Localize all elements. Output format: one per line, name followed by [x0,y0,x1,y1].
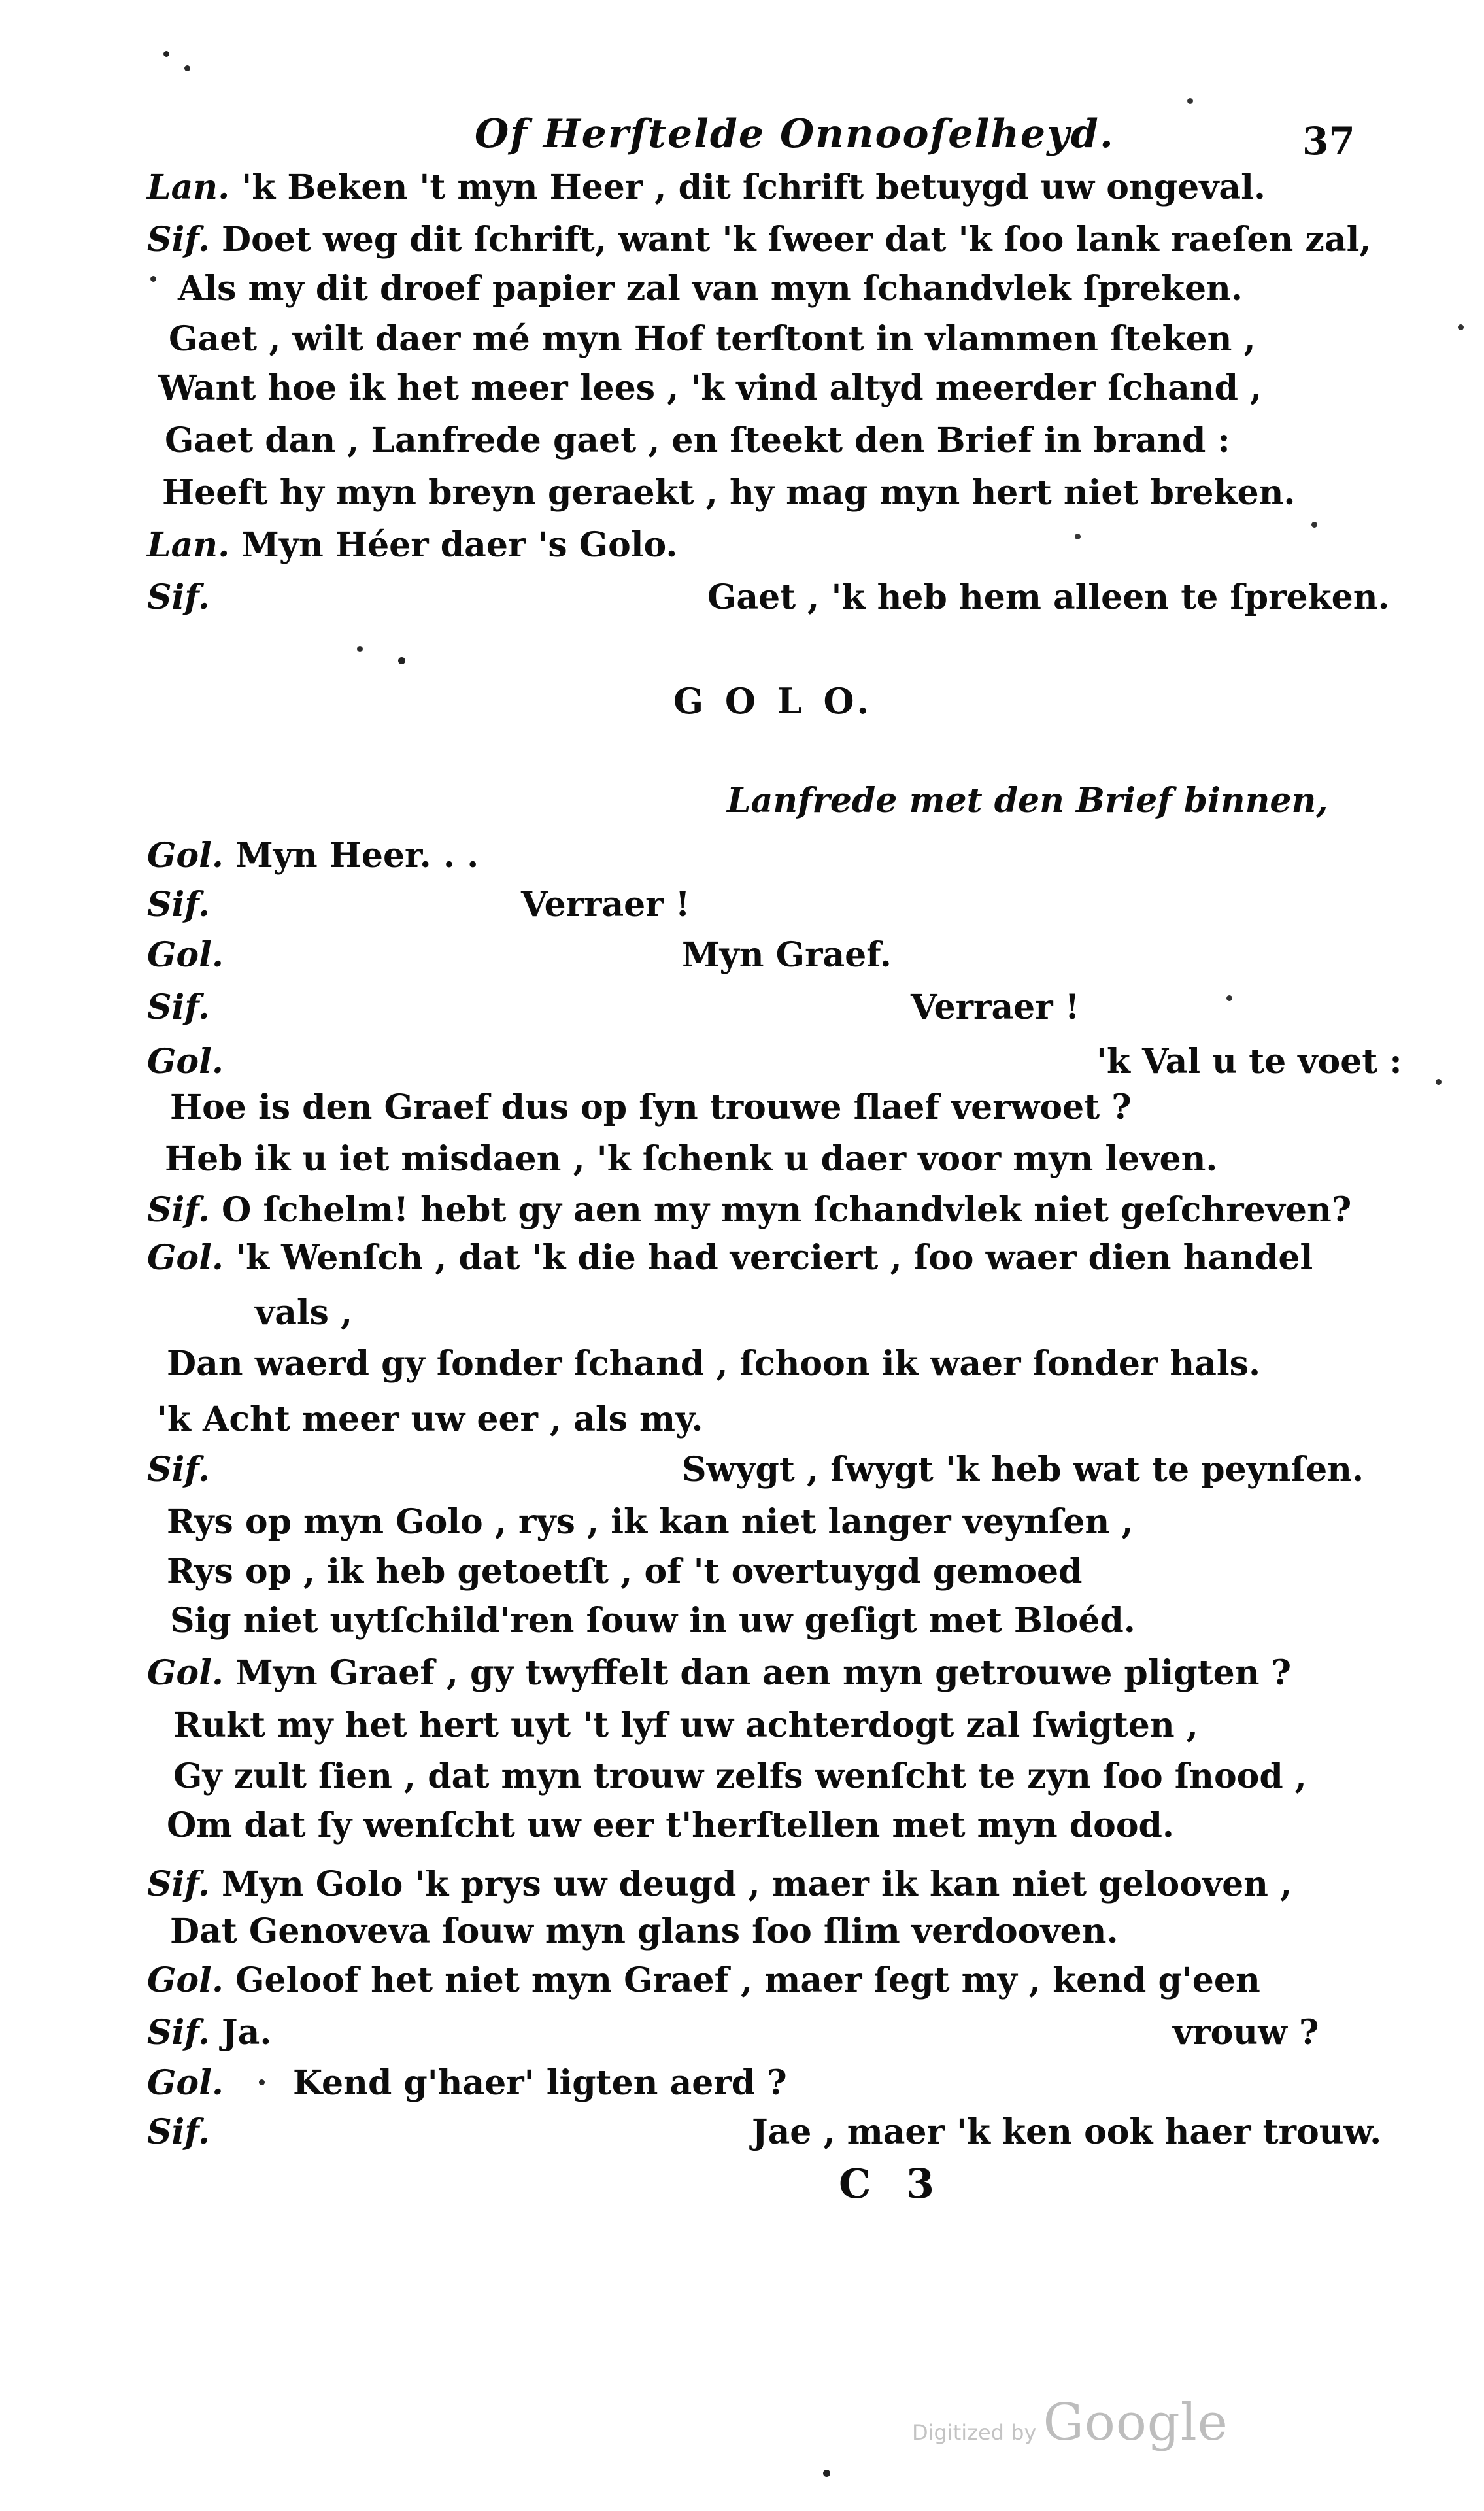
verse-line [0,1758,1484,1795]
verse-line [0,1913,1484,1950]
quire-signature: C 3 [839,2160,945,2208]
verse-text: Rys op , ik heb getoetſt , of 't overtuygd gemoed [167,1552,1083,1592]
verse-line [0,1345,1484,1382]
verse-line [0,369,1484,407]
verse-line [0,1866,1484,1903]
verse-text: Ja. [222,2013,272,2053]
verse-text: Rys op myn Golo , rys , ik kan niet langer veynſen , [167,1502,1134,1542]
verse-text: Hoe is den Graef dus op ſyn trouwe ſlaef verwoet ? [170,1087,1132,1127]
google-logo-text: Google [1043,2393,1228,2452]
verse-text: Heb ik u iet misdaen , 'k ſchenk u daer voor myn leven. [165,1139,1218,1179]
speaker-label: Gol. [147,1653,224,1693]
speaker-label: Sif. [147,1450,210,1490]
verse-line [0,1807,1484,1844]
speaker-label: Gol. [147,2063,224,2103]
speaker-label: Sif. [147,2013,210,2053]
stage-direction: Lanfrede met den Brief binnen, [727,781,1328,821]
verse-text: Gaet , wilt daer mé myn Hof terſtont in vlammen ſteken , [169,319,1256,359]
speaker-label: Sif. [147,987,210,1027]
verse-line [0,320,1484,358]
verse-text: vrouw ? [1173,2013,1319,2053]
verse-line [0,1602,1484,1639]
verse-line [0,1043,1484,1080]
scene-heading-golo: G O L O. [673,680,874,722]
verse-text: Myn Graef , gy twyffelt dan aen myn getrouwe pligten ? [235,1653,1292,1693]
verse-line [0,2064,1484,2102]
verse-text: Swygt , ſwygt 'k heb wat te peynſen. [682,1450,1364,1490]
verse-line [0,1089,1484,1126]
verse-text: Verraer ! [521,885,690,925]
verse-text: Gaet dan , Lanfrede gaet , en ſteekt den Brief in brand : [165,420,1230,460]
verse-text: Gaet , 'k heb hem alleen te ſpreken. [707,577,1390,617]
verse-line [0,474,1484,511]
verse-line [0,1191,1484,1229]
verse-text: Doet weg dit ſchrift, want 'k ſweer dat 'k ſoo lank raeſen zal, [222,220,1372,260]
verse-line [0,422,1484,459]
speaker-label: Gol. [147,1960,224,2000]
speaker-label: Lan. [147,167,230,207]
verse-line [0,837,1484,874]
verse-text: Myn Graef. [682,935,892,975]
verse-text: Om dat ſy wenſcht uw eer t'herſtellen met myn dood. [167,1805,1175,1845]
speaker-label: Gol. [147,836,224,876]
verse-text: O ſchelm! hebt gy aen my myn ſchandvlek niet geſchreven? [222,1190,1352,1230]
running-header-title: Of Herſtelde Onnooſelheyd. [475,111,1115,157]
verse-line [0,1503,1484,1541]
verse-text: Dan waerd gy ſonder ſchand , ſchoon ik waer ſonder hals. [167,1344,1261,1384]
verse-line [0,169,1484,206]
speaker-label: Gol. [147,1042,224,1082]
verse-line [0,2113,1484,2151]
verse-line [0,1401,1484,1438]
ink-specks [0,0,3,3]
verse-text: Heeft hy myn breyn geraekt , hy mag myn hert niet breken. [162,473,1296,513]
verse-line [0,579,1484,616]
verse-line [0,2014,1484,2051]
verse-line [0,886,1484,923]
speaker-label: Sif. [147,577,210,617]
verse-text: 'k Acht meer uw eer , als my. [157,1399,703,1439]
verse-line [0,270,1484,307]
verse-line [0,1294,1484,1331]
speaker-label: Gol. [147,1238,224,1278]
verse-line [0,1707,1484,1744]
verse-line [0,936,1484,974]
google-watermark [912,2393,1228,2452]
speaker-label: Sif. [147,220,210,260]
verse-line [0,989,1484,1026]
verse-text: Dat Genoveva ſouw myn glans ſoo ſlim verdooven. [170,1911,1119,1951]
speaker-label: Gol. [147,935,224,975]
verse-text: Myn Heer. . . [235,836,479,876]
speaker-label: Lan. [147,525,230,565]
watermark-prefix-text: Digitized by [912,2420,1043,2445]
verse-text: Myn Héer daer 's Golo. [241,525,678,565]
verse-line [0,1140,1484,1178]
verse-line [0,1239,1484,1276]
verse-text: 'k Wenſch , dat 'k die had verciert , ſoo waer dien handel [235,1238,1313,1278]
verse-line [0,1553,1484,1590]
speaker-label: Sif. [147,2112,210,2152]
verse-text: Kend g'haer' ligten aerd ? [293,2063,787,2103]
verse-text: Geloof het niet myn Graef , maer ſegt my , kend g'een [235,1960,1260,2000]
speaker-label: Sif. [147,1864,210,1904]
verse-line [0,1654,1484,1692]
verse-line [0,221,1484,258]
verse-line [0,1451,1484,1488]
verse-line [0,526,1484,564]
verse-text: 'k Val u te voet : [1096,1042,1402,1082]
verse-text: 'k Beken 't myn Heer , dit ſchrift betuygd uw ongeval. [241,167,1266,207]
speaker-label: Sif. [147,885,210,925]
speaker-label: Sif. [147,1190,210,1230]
verse-text: vals , [255,1293,353,1333]
verse-text: Jae , maer 'k ken ook haer trouw. [752,2112,1382,2152]
verse-text: Verraer ! [911,987,1080,1027]
verse-text: Gy zult ſien , dat myn trouw zelfs wenſcht te zyn ſoo ſnood , [173,1756,1307,1796]
verse-text: Als my dit droef papier zal van myn ſchandvlek ſpreken. [178,269,1243,309]
page-number: 37 [1302,119,1355,163]
verse-text: Myn Golo 'k prys uw deugd , maer ik kan niet gelooven , [222,1864,1292,1904]
verse-text: Sig niet uytſchild'ren ſouw in uw geſigt met Bloéd. [170,1601,1136,1641]
verse-text: Want hoe ik het meer lees , 'k vind altyd meerder ſchand , [158,368,1262,408]
verse-line [0,1962,1484,1999]
verse-text: Rukt my het hert uyt 't lyf uw achterdogt zal ſwigten , [173,1705,1198,1745]
